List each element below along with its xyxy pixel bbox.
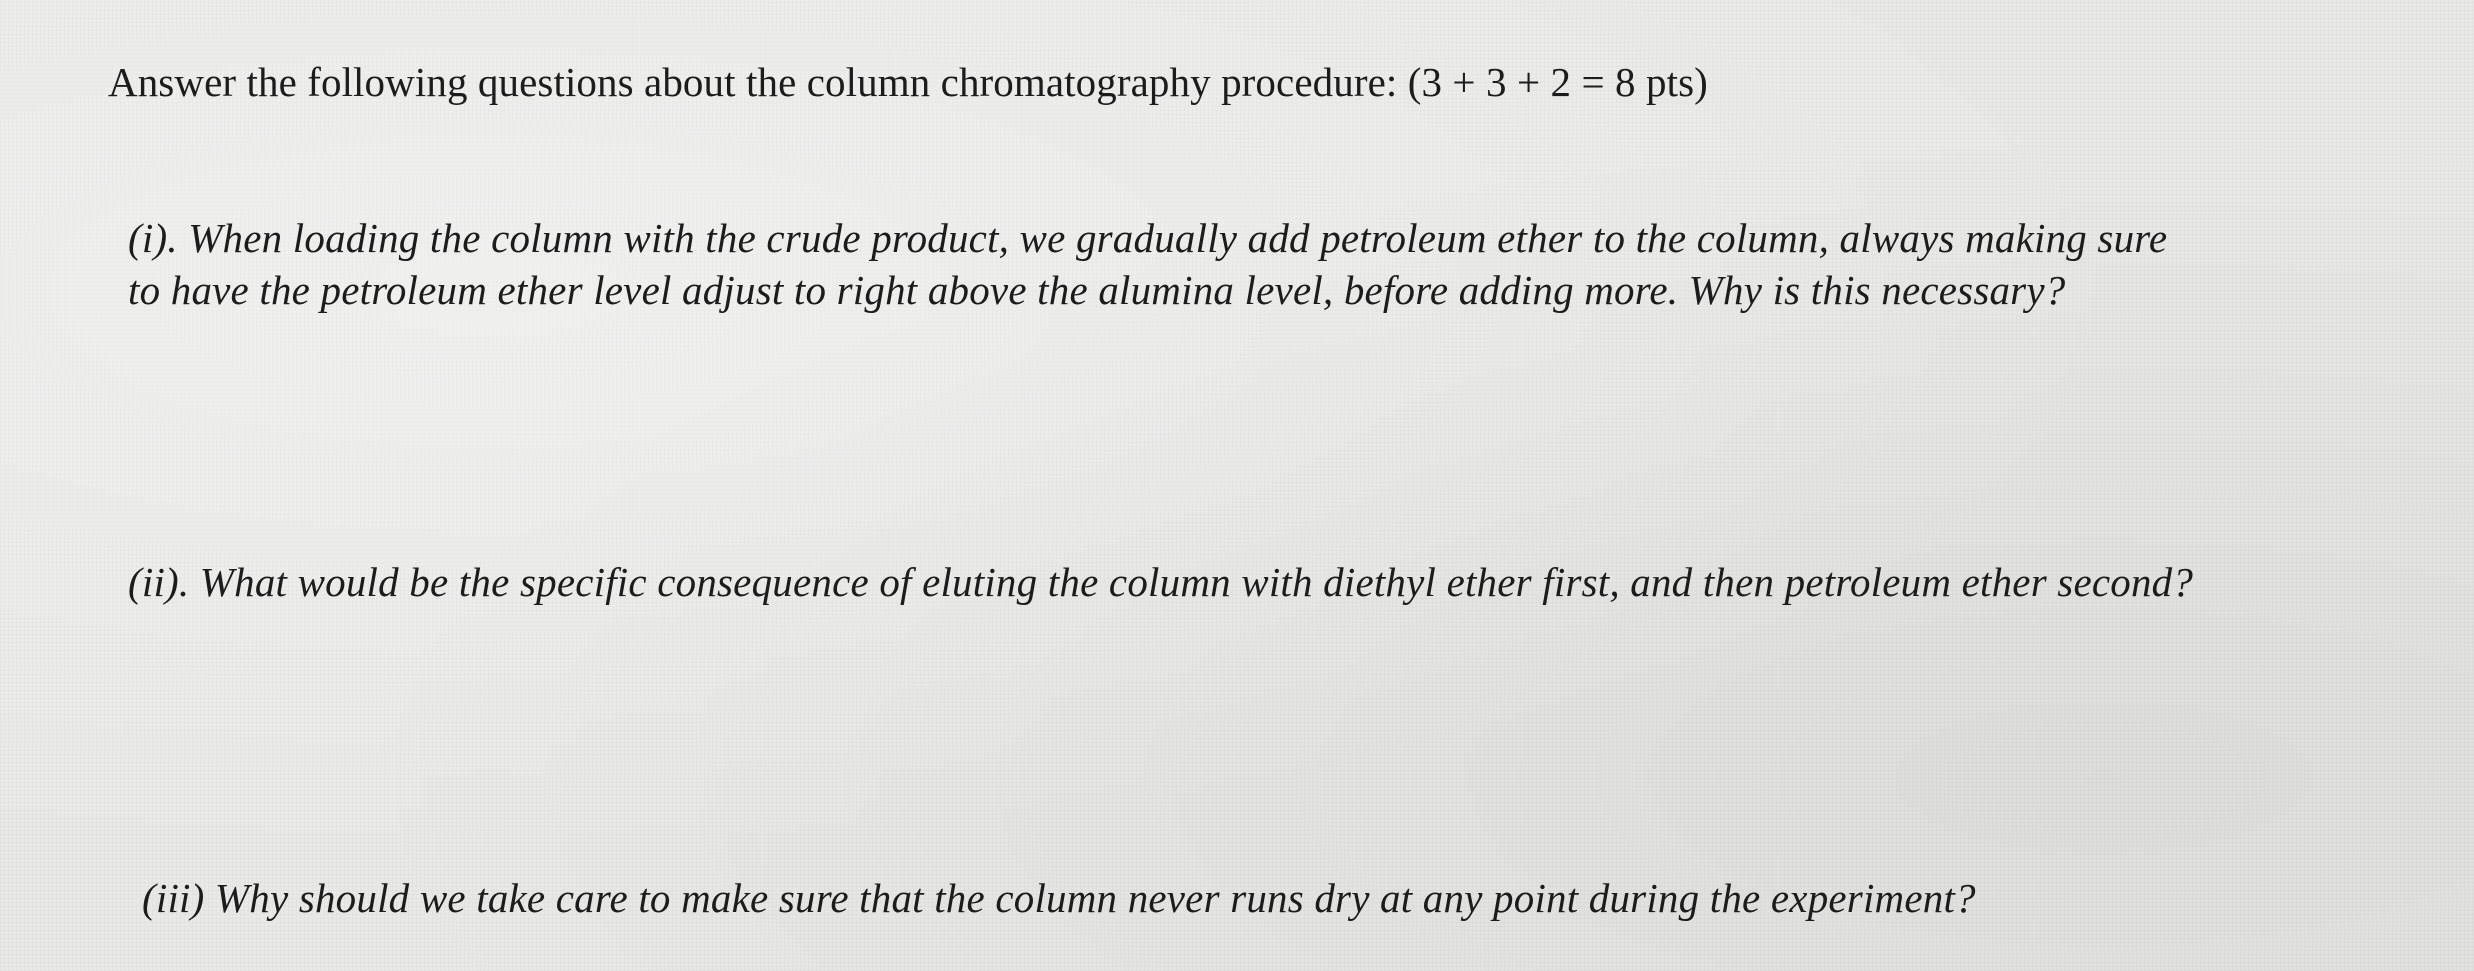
instructions-heading: Answer the following questions about the column chromatography procedure: (3 + 3 + 2 = 8 pts)	[108, 59, 1708, 105]
question-1	[128, 212, 2428, 316]
question-1-line-2: to have the petroleum ether level adjust to right above the alumina level, before adding more. Why is this necessary?	[128, 267, 2066, 313]
question-1-line-1: (i). When loading the column with the crude product, we gradually add petroleum ether to the column, always making sure	[128, 215, 2168, 261]
question-2: (ii). What would be the specific consequence of eluting the column with diethyl ether first, and then petroleum ether second?	[128, 559, 2194, 605]
question-3: (iii) Why should we take care to make sure that the column never runs dry at any point during the experiment?	[142, 875, 1976, 921]
